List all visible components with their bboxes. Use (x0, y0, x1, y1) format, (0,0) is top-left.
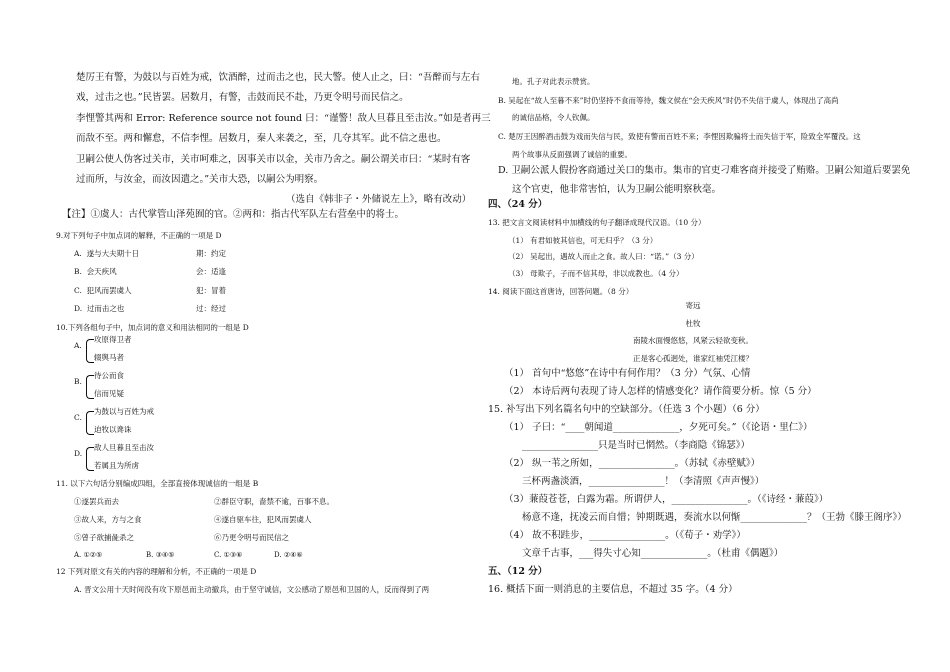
q15-item: （3）蒹葭苍苍，白露为霜。所谓伊人，________________。（《诗经・蒹葭》） (504, 494, 829, 505)
q10-sentence: 辍舆马者 (94, 353, 124, 362)
q12-continued: 地。孔子对此表示赞赏。 (512, 77, 595, 86)
poem-line: 南陵水面慢悠悠，风紧云轻欲变秋。 (633, 336, 753, 345)
q11-item: ⑥乃更令明号而民信之 (214, 533, 289, 542)
q14-question: （1） 首句中“悠悠”在诗中有何作用？（3 分）气氛、心情 (504, 368, 751, 379)
q11-item: ①遂罢兵而去 (74, 497, 119, 506)
q10-sentence: 若属且为所虏 (94, 461, 139, 470)
q9-meaning: 犯：冒着 (196, 286, 226, 295)
q12-option: 的诚信品格，令人钦佩。 (512, 113, 595, 122)
q12-option: A. 晋文公用十天时间没有攻下原邑而主动撤兵，由于坚守诚信，文公感动了原邑和卫国的人，反而得到了两 (74, 585, 430, 594)
q14-stem: 14. 阅读下面这首唐诗，回答问题。（8 分） (488, 287, 634, 296)
q9-option: D. 过而击之也 (74, 304, 125, 313)
passage-note: 【注】①虞人：古代掌管山泽苑囿的官。②两和：指古代军队左右营垒中的将士。 (62, 209, 405, 220)
q16-stem: 16. 概括下面一则消息的主要信息，不超过 35 字。（4 分） (488, 584, 738, 595)
q13-item: （1） 有君如彼其信也，可无归乎？（3 分） (508, 236, 658, 245)
q10-key: D. (74, 449, 83, 458)
q9-stem: 9.对下列句子中加点词的解释，不正确的一项是 D (56, 231, 222, 240)
q9-option: A. 遂与大夫期十日 (74, 249, 140, 258)
q11-choice: D. ②④⑥ (274, 551, 303, 559)
q9-meaning: 过：经过 (196, 304, 226, 313)
brace (86, 339, 94, 363)
q12-option: D. 卫嗣公派人假扮客商通过关口的集市。集市的官吏刁难客商并接受了贿赂。卫嗣公知道后要罢免 (498, 165, 911, 176)
q9-meaning: 会：适逢 (196, 267, 226, 276)
q10-key: A. (74, 341, 82, 350)
q15-item: 杨意不逢，抚凌云而自惜；钟期既遇，奏流水以何惭______________？（王勃《滕王阁序》） (522, 512, 907, 523)
q12-option: B. 吴起在“故人至暮不来”时仍坚持不食而等待，魏文侯在“会天疾风”时仍不失信于虞人，体现出了高尚 (498, 96, 839, 105)
q11-stem: 11. 以下六句话分别编成四组，全部直接体现诚信的一组是 B (56, 479, 259, 488)
poem-line: 正是客心孤迥处，谁家红袖凭江楼？ (633, 354, 753, 363)
q10-sentence: 敌人旦暮且至击汝 (94, 443, 154, 452)
q10-sentence: 攻原得卫者 (94, 335, 132, 344)
q10-key: C. (74, 413, 82, 422)
q10-key: B. (74, 377, 82, 386)
q12-option: 这个官吏，他非常害怕，认为卫嗣公能明察秋毫。 (512, 184, 722, 195)
q9-option: C. 犯风而罢虞人 (74, 286, 132, 295)
q15-item: 三杯两盏淡酒，________________！（李清照《声声慢》） (522, 476, 765, 487)
passage-line: 卫嗣公使人伪客过关市，关市呵难之，因事关市以金，关市乃舍之。嗣公谓关市曰：“某时有客 (76, 154, 471, 165)
q15-item: ________________只是当时已惘然。（李商隐《锦瑟》） (522, 440, 751, 451)
q10-sentence: 信而见疑 (94, 389, 124, 398)
q15-item: （4） 故不积跬步，________________。（《荀子・劝学》） (504, 530, 746, 541)
brace (86, 447, 94, 471)
q13-stem: 13. 把文言文阅读材料中加横线的句子翻译成现代汉语。（10 分） (488, 218, 706, 227)
brace (86, 375, 94, 399)
q9-meaning: 期：约定 (196, 249, 226, 258)
section-heading: 四、（24 分） (488, 199, 548, 210)
q10-sentence: 为鼓以与百姓为戒 (94, 407, 154, 416)
q12-option: 两个故事从反面强调了诚信的重要。 (512, 150, 632, 159)
passage-line: 戏，过击之也。”民皆罢。居数月，有警，击鼓而民不赴，乃更令明号而民信之。 (76, 92, 409, 103)
poem-author: 杜牧 (685, 319, 701, 328)
q13-item: （2） 吴起出，遇故人而止之食。故人曰：“诺。”（3 分） (508, 252, 699, 261)
q10-sentence: 待公而食 (94, 371, 124, 380)
q10-stem: 10.下列各组句子中，加点词的意义和用法相同的一组是 D (56, 323, 249, 332)
q10-sentence: 迫牧以谗诛 (94, 425, 132, 434)
passage-line: 过而所，与汝金，而汝因遣之。”关市大恐，以嗣公为明察。 (76, 174, 324, 185)
q11-item: ②群臣守职，啬禁不逾，百事不息。 (214, 497, 334, 506)
q11-item: ⑤曾子欲捕彘杀之 (74, 533, 134, 542)
q11-item: ③故人来，方与之食 (74, 515, 142, 524)
passage-source: （选自《韩非子・外储说左上》，略有改动） (286, 194, 472, 205)
q15-item: 文章千古事，___得失寸心知______________。（杜甫《偶题》） (522, 548, 784, 559)
q12-option: C. 楚厉王因醉酒击鼓为戏而失信与民，致使有警而百姓不来；李悝因欺骗将士而失信于军，险致全军覆没。这 (498, 132, 861, 141)
passage-line: 而敌不至。两和懈怠，不信李悝。居数月，秦人来袭之，至，几夺其军。此不信之患也。 (76, 133, 447, 144)
q11-choice: C. ①③⑥ (214, 551, 243, 559)
passage-line: 楚厉王有警，为鼓以与百姓为戒，饮酒醉，过而击之也，民大警。使人止之，曰：“吾醉而与左右 (76, 72, 480, 83)
section-heading: 五、（12 分） (488, 566, 548, 577)
q13-item: （3） 母欺子，子而不信其母，非以成教也。（4 分） (508, 269, 684, 278)
q15-item: （2） 纵一苇之所如，________________。（苏轼《赤壁赋》） (504, 458, 761, 469)
q9-option: B. 会天疾风 (74, 267, 117, 276)
q12-stem: 12 下列对原文有关的内容的理解和分析，不正确的一项是 D (56, 567, 257, 576)
q14-question: （2） 本诗后两句表现了诗人怎样的情感变化？请作简要分析。惊（5 分） (504, 386, 817, 397)
q11-choice: A. ①②⑤ (74, 551, 103, 559)
brace (86, 411, 94, 435)
q11-choice: B. ③④⑤ (146, 551, 175, 559)
q11-item: ④遂自驱车往，犯风而罢虞人 (214, 515, 312, 524)
poem-title: 寄远 (685, 301, 701, 310)
q15-stem: 15. 补写出下列名篇名句中的空缺部分。（任选 3 个小题）（6 分） (488, 404, 765, 415)
q15-item: （1） 子曰：“____朝闻道______________，夕死可矣。”（《论语・里仁》） (504, 422, 813, 433)
passage-line: 李悝警其两和 Error: Reference source not found 曰：“谨警！敌人旦暮且至击汝。”如是者再三 (76, 113, 491, 124)
